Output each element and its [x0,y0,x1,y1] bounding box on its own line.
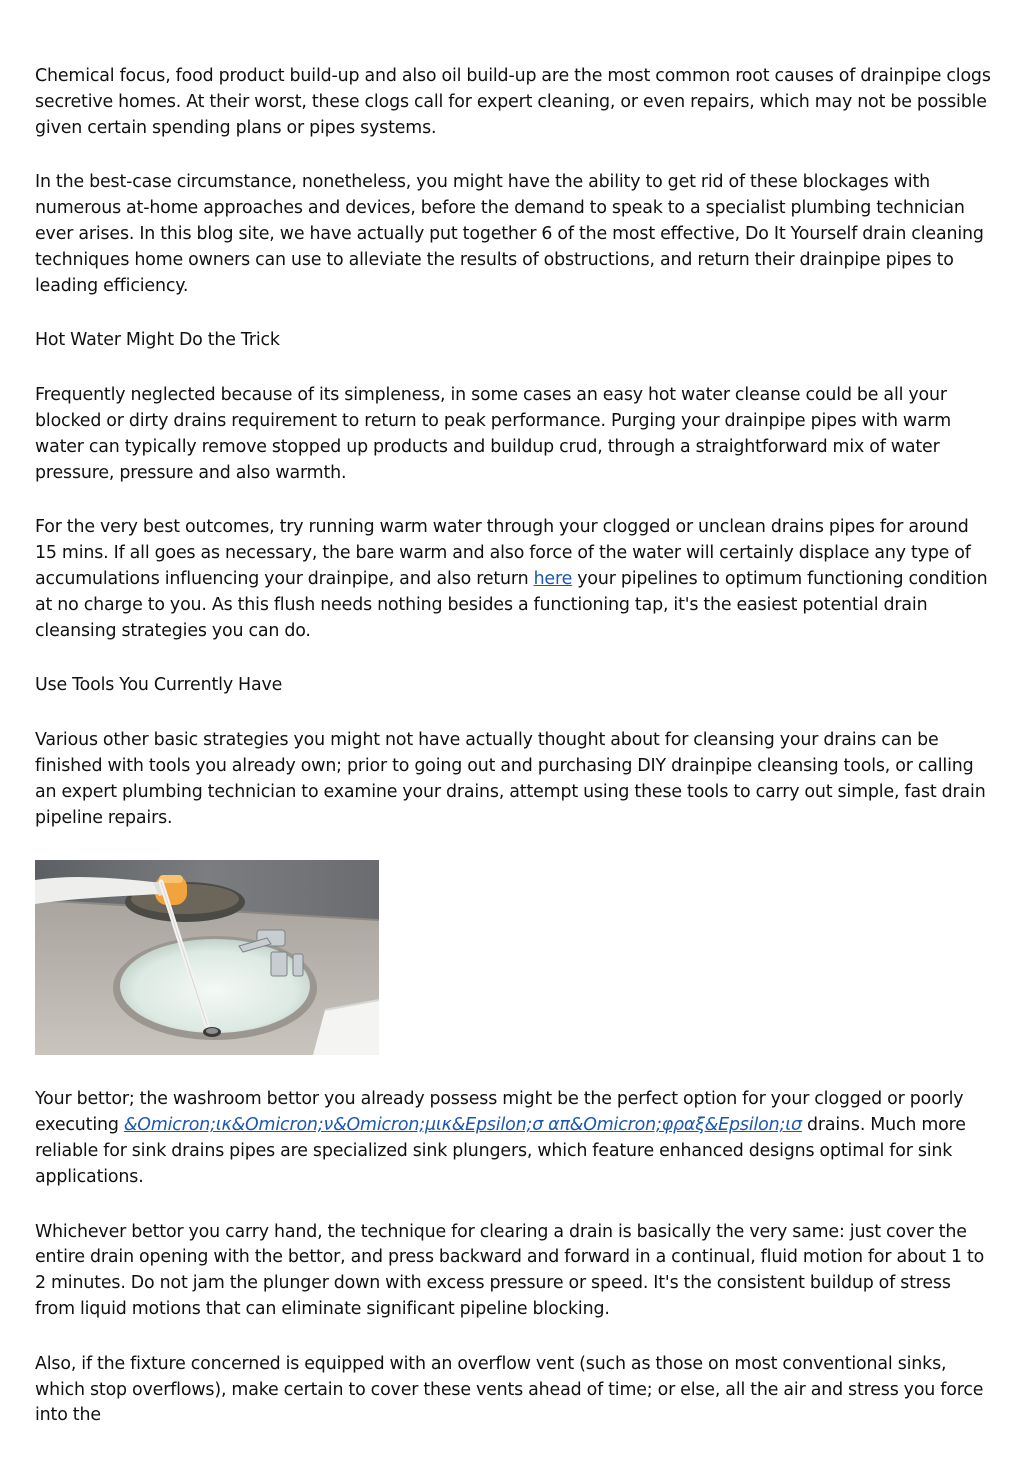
paragraph-bettor [35,1087,993,1190]
paragraph-text-after-link: drains. Much more reliable for sink drains pipes are specialized sink plungers, which feature enhanced designs optimal for sink applications. [35,1115,966,1187]
paragraph-basic-strategies: Various other basic strategies you might not have actually thought about for cleansing your drains can be finished with tools you already own; prior to going out and purchasing DIY drainpipe cleansing tools, or calling an expert plumbing technician to examine your drains, attempt using these tools to carry out simple, fast drain pipeline repairs. [35,730,986,828]
heading-hot-water: Hot Water Might Do the Trick [35,330,280,351]
paragraph-text-after-link: your pipelines to optimum functioning condition at no charge to you. As this flush needs nothing besides a functioning tap, it's the easiest potential drain cleansing strategies you can do. [35,568,988,641]
paragraph-best-outcomes [35,515,993,644]
here-link[interactable]: here [533,568,573,589]
paragraph-intro: Chemical focus, food product build-up and also oil build-up are the most common root causes of drainpipe clogs secretive homes. At their worst, these clogs call for expert cleaning, or even repairs, which may not be possible given certain spending plans or pipes systems. [35,66,991,138]
sink-plunger-photo [35,860,379,1055]
paragraph-best-case: In the best-case circumstance, nonetheless, you might have the ability to get rid of these blockages with numerous at-home approaches and devices, before the demand to speak to a specialist plumbing technician ever arises. In this blog site, we have actually put together 6 of the most effective, Do It Yourself drain cleaning techniques home owners can use to alleviate the results of obstructions, and return their drainpipe pipes to leading efficiency. [35,172,984,296]
paragraph-technique: Whichever bettor you carry hand, the technique for clearing a drain is basically the very same: just cover the entire drain opening with the bettor, and press backward and forward in a continual, fluid motion for about 1 to 2 minutes. Do not jam the plunger down with excess pressure or speed. It's the consistent buildup of stress from liquid motions that can eliminate significant pipeline blocking. [35,1221,985,1319]
heading-use-tools: Use Tools You Currently Have [35,675,283,696]
greek-text-link[interactable]: &Omicron;ικ&Omicron;ν&Omicron;μικ&Epsilon;σ απ&Omicron;φραξ&Epsilon;ισ [123,1115,802,1136]
sink-photo-illustration [35,860,379,1055]
paragraph-overflow-vent: Also, if the fixture concerned is equipped with an overflow vent (such as those on most conventional sinks, which stop overflows), make certain to cover these vents ahead of time; or else, all the air and stress you force into the [35,1353,984,1426]
paragraph-text-before-link: For the very best outcomes, try running warm water through your clogged or unclean drains pipes for around 15 mins. If all goes as necessary, the bare warm and also force of the water will certainly displace any type of accumulations influencing your drainpipe, and also return [35,517,971,589]
paragraph-text-before-link: Your bettor; the washroom bettor you already possess might be the perfect option for your clogged or poorly executing [35,1089,964,1136]
paragraph-hot-water: Frequently neglected because of its simpleness, in some cases an easy hot water cleanse could be all your blocked or dirty drains requirement to return to peak performance. Purging your drainpipe pipes with warm water can typically remove stopped up products and buildup crud, through a straightforward mix of water pressure, pressure and also warmth. [35,385,951,483]
article-body [35,64,993,1458]
